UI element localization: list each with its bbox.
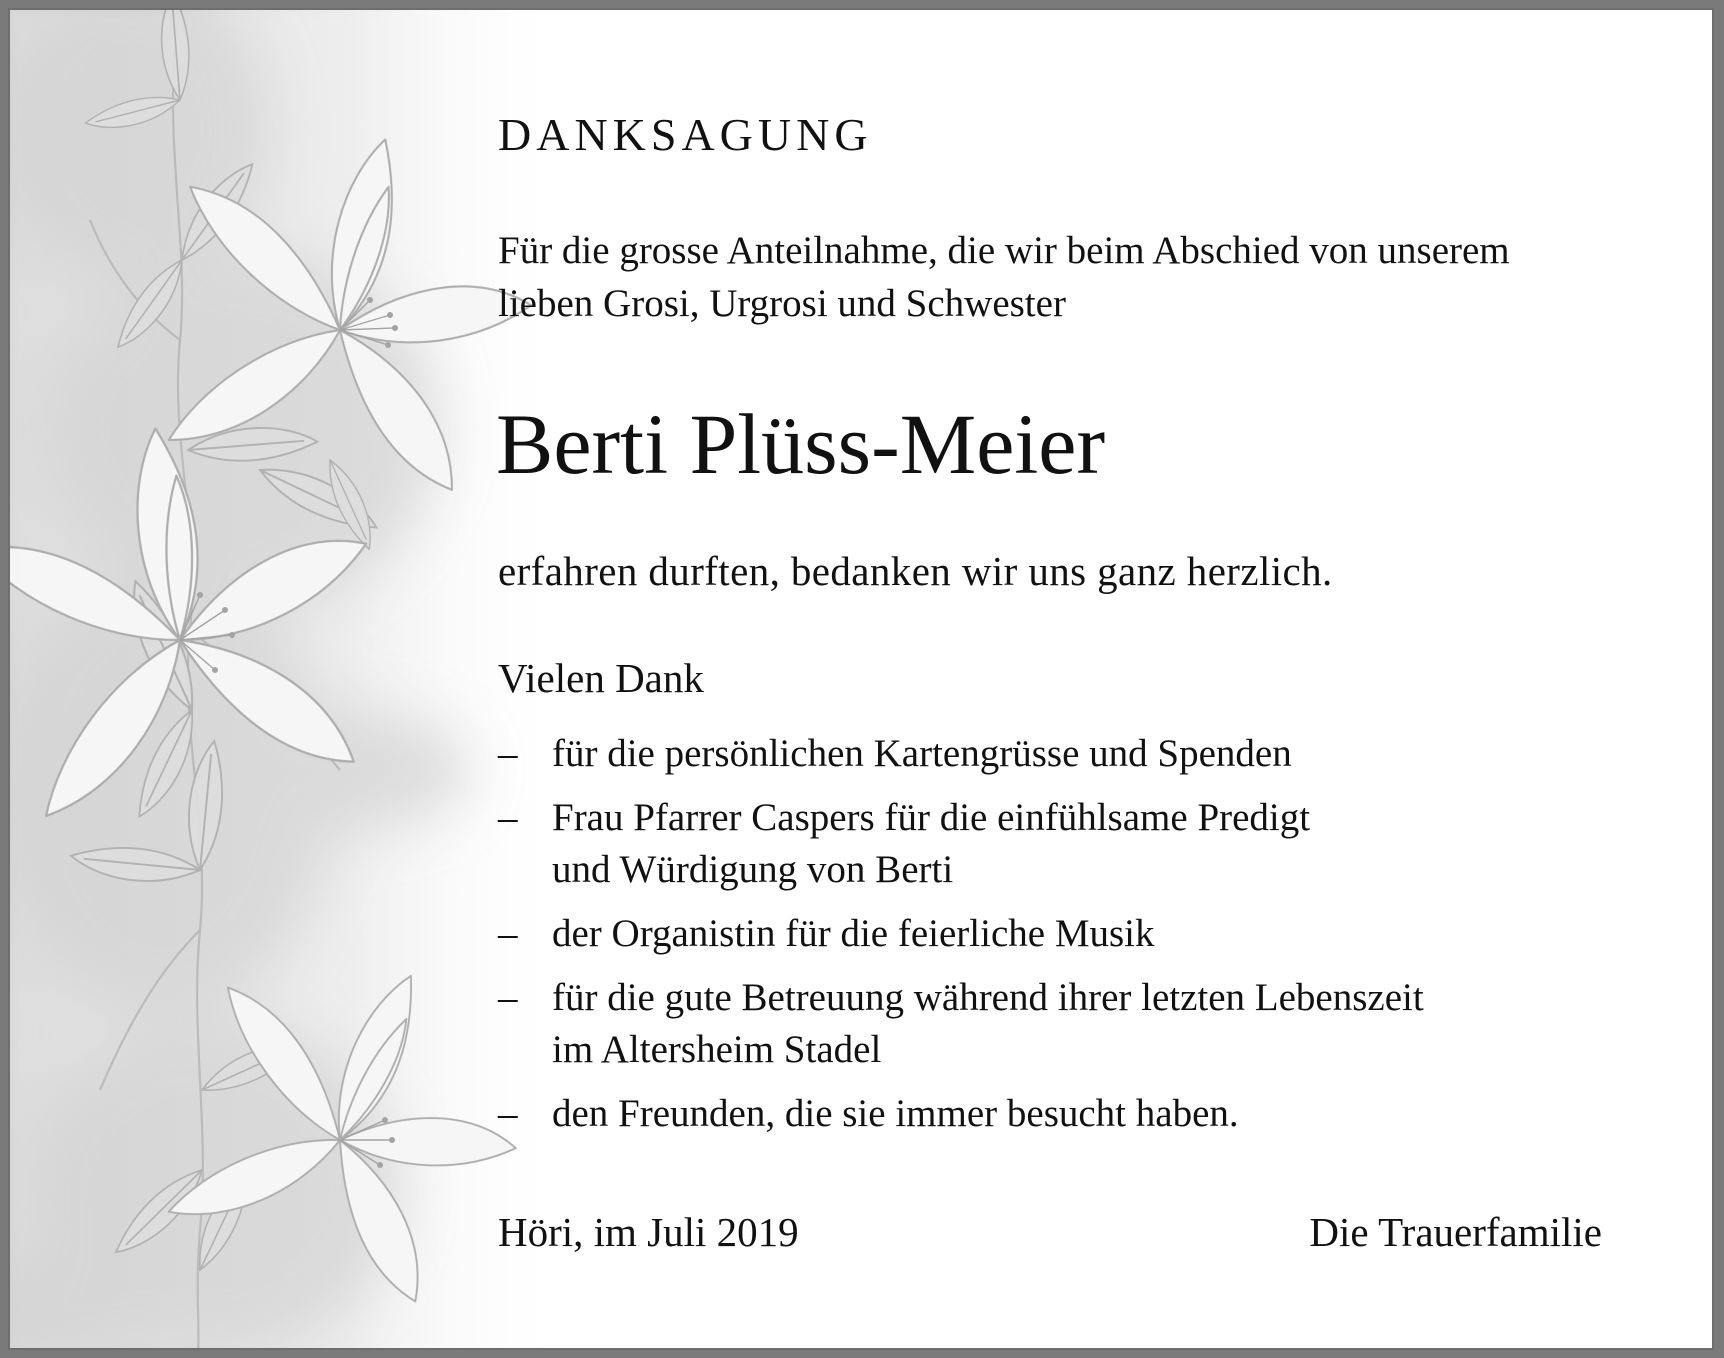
- dash-bullet: –: [498, 796, 518, 839]
- intro-line-1: Für die grosse Anteilnahme, die wir beim Abschied von unserem: [498, 229, 1510, 272]
- list-item-line: für die gute Betreuung während ihrer letzten Lebenszeit: [552, 976, 1424, 1019]
- thanks-heading: Vielen Dank: [498, 655, 704, 701]
- list-item: [498, 908, 1598, 960]
- obituary-notice: [8, 8, 1714, 1350]
- list-item: [498, 972, 1598, 1076]
- list-item-line: im Altersheim Stadel: [552, 1028, 882, 1071]
- lily-flowers-decoration: [10, 10, 570, 1350]
- intro-line-2: lieben Grosi, Urgrosi und Schwester: [498, 282, 1066, 325]
- dash-bullet: –: [498, 976, 518, 1019]
- list-item-line: Frau Pfarrer Caspers für die einfühlsame Predigt: [552, 796, 1311, 839]
- intro-paragraph: [498, 224, 1510, 330]
- outro-sentence: erfahren durften, bedanken wir uns ganz herzlich.: [498, 548, 1333, 594]
- list-item-line: für die persönlichen Kartengrüsse und Spenden: [552, 732, 1292, 775]
- notice-heading: DANKSAGUNG: [498, 109, 873, 160]
- signature: Die Trauerfamilie: [1309, 1209, 1602, 1255]
- list-item: [498, 728, 1598, 780]
- list-item-line: den Freunden, die sie immer besucht haben.: [552, 1092, 1239, 1135]
- deceased-name: Berti Plüss-Meier: [496, 396, 1106, 492]
- list-item: [498, 792, 1598, 896]
- dash-bullet: –: [498, 732, 518, 775]
- dash-bullet: –: [498, 912, 518, 955]
- list-item: [498, 1088, 1598, 1140]
- list-item-line: und Würdigung von Berti: [552, 848, 954, 891]
- list-item-line: der Organistin für die feierliche Musik: [552, 912, 1155, 955]
- thanks-list: [498, 728, 1598, 1152]
- dash-bullet: –: [498, 1092, 518, 1135]
- place-date: Höri, im Juli 2019: [498, 1209, 799, 1255]
